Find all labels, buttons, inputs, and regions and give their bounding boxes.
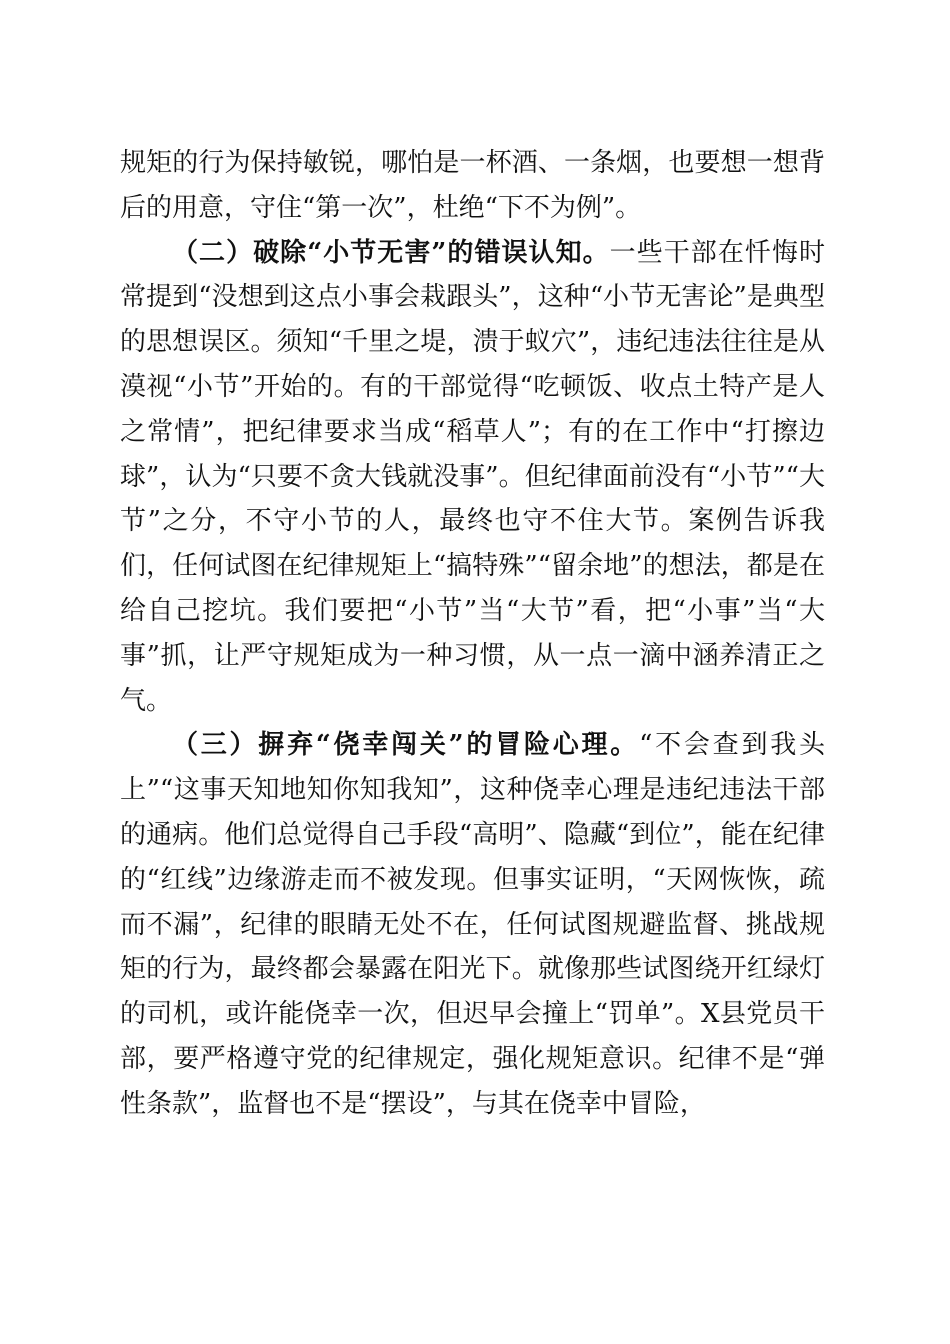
paragraph-continuation: [120, 141, 825, 231]
paragraph-body: 规矩的行为保持敏锐，哪怕是一杯酒、一条烟，也要想一想背后的用意，守住“第一次”，杜绝“下不为例”。: [120, 148, 825, 223]
paragraph-section-three: [120, 723, 825, 1126]
paragraph-body: “不会查到我头上”“这事天知地知你知我知”，这种侥幸心理是违纪违法干部的通病。他们总觉得自己手段“高明”、隐藏“到位”，能在纪律的“红线”边缘游走而不被发现。但事实证明，“天网恢恢，疏而不漏”，纪律的眼睛无处不在，任何试图规避监督、挑战规矩的行为，最终都会暴露在阳光下。就像那些试图绕开红绿灯的司机，或许能侥幸一次，但迟早会撞上“罚单”。X县党员干部，要严格遵守党的纪律规定，强化规矩意识。纪律不是“弹性条款”，监督也不是“摆设”，与其在侥幸中冒险，: [120, 730, 825, 1119]
document-page: [120, 141, 825, 1127]
paragraph-section-two: [120, 231, 825, 724]
paragraph-body: 一些干部在忏悔时常提到“没想到这点小事会栽跟头”，这种“小节无害论”是典型的思想误区。须知“千里之堤，溃于蚁穴”，违纪违法往往是从漠视“小节”开始的。有的干部觉得“吃顿饭、收点土特产是人之常情”，把纪律要求当成“稻草人”；有的在工作中“打擦边球”，认为“只要不贪大钱就没事”。但纪律面前没有“小节”“大节”之分，不守小节的人，最终也守不住大节。案例告诉我们，任何试图在纪律规矩上“搞特殊”“留余地”的想法，都是在给自己挖坑。我们要把“小节”当“大节”看，把“小事”当“大事”抓，让严守规矩成为一种习惯，从一点一滴中涵养清正之气。: [120, 237, 825, 716]
section-heading: （三）摒弃“侥幸闯关”的冒险心理。: [172, 730, 640, 761]
section-heading: （二）破除“小节无害”的错误认知。: [172, 237, 610, 268]
